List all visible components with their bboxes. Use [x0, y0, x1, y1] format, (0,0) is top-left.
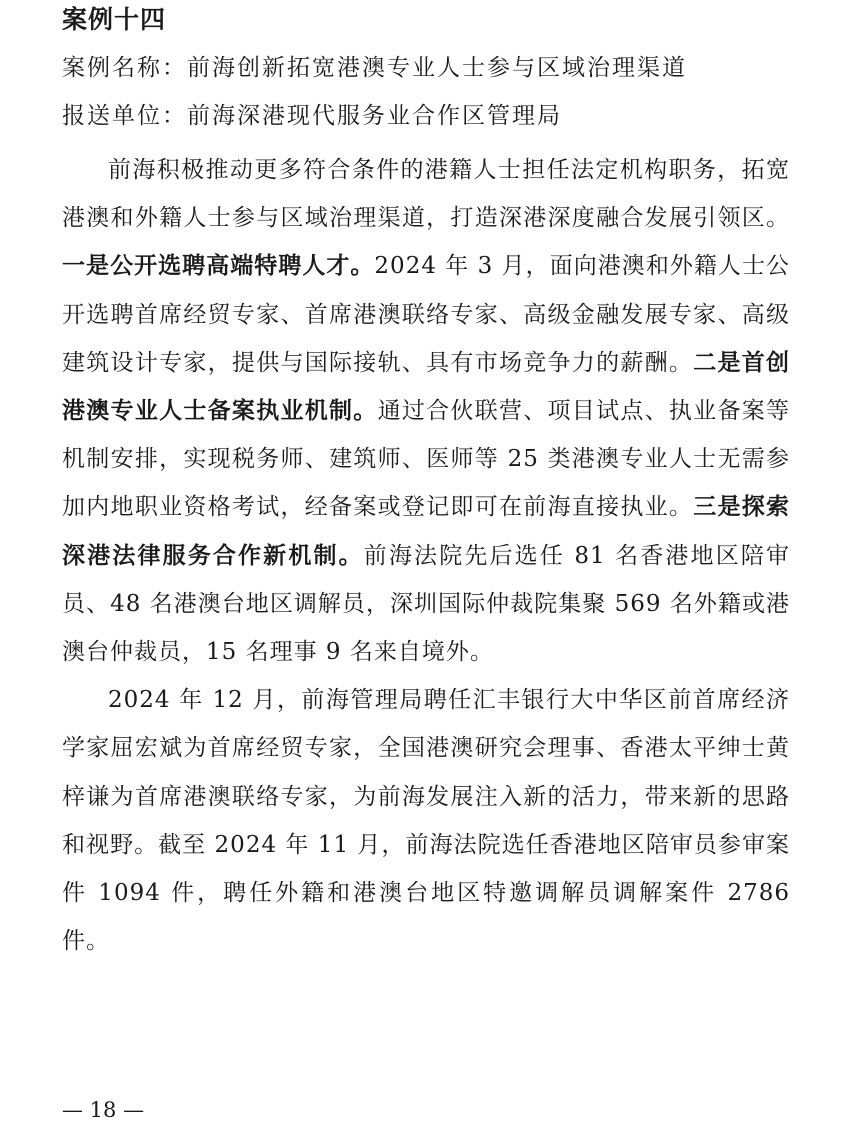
point-2-heading: 二是首创港澳专业人士备案执业机制。	[62, 349, 791, 425]
point-1-heading: 一是公开选聘高端特聘人才。	[62, 253, 375, 280]
case-number-heading: 案例十四	[62, 5, 167, 34]
page-number: — 18 —	[62, 1098, 145, 1122]
body-text	[62, 146, 790, 965]
paragraph-1-intro: 前海积极推动更多符合条件的港籍人士担任法定机构职务，拓宽港澳和外籍人士参与区域治理渠道，打造深港深度融合发展引领区。	[62, 157, 790, 232]
reporting-unit-line: 报送单位：前海深港现代服务业合作区管理局	[62, 103, 562, 129]
paragraph-2: 2024 年 12 月，前海管理局聘任汇丰银行大中华区前首席经济学家屈宏斌为首席经贸专家，全国港澳研究会理事、香港太平绅士黄梓谦为首席港澳联络专家，为前海发展注入新的活力，带来新的思路和视野。截至 2024 年 11 月，前海法院选任香港地区陪审员参审案件 1094 件，聘任外籍和港澳台地区特邀调解员调解案件 2786 件。	[62, 687, 790, 955]
paragraph-1	[62, 146, 790, 676]
point-3-heading: 三是探索深港法律服务合作新机制。	[62, 494, 791, 569]
point-2-text: 通过合伙联营、项目试点、执业备案等机制安排，实现税务师、建筑师、医师等 25 类港澳专业人士无需参加内地职业资格考试，经备案或登记即可在前海直接执业。	[62, 398, 791, 521]
point-3-text: 前海法院先后选任 81 名香港地区陪审员、48 名港澳台地区调解员，深圳国际仲裁院集聚 569 名外籍或港澳台仲裁员，15 名理事 9 名来自境外。	[62, 542, 791, 666]
case-name-line: 案例名称：前海创新拓宽港澳专业人士参与区域治理渠道	[62, 55, 687, 81]
point-1-text: 2024 年 3 月，面向港澳和外籍人士公开选聘首席经贸专家、首席港澳联络专家、高级金融发展专家、高级建筑设计专家，提供与国际接轨、具有市场竞争力的薪酬。	[62, 253, 790, 376]
